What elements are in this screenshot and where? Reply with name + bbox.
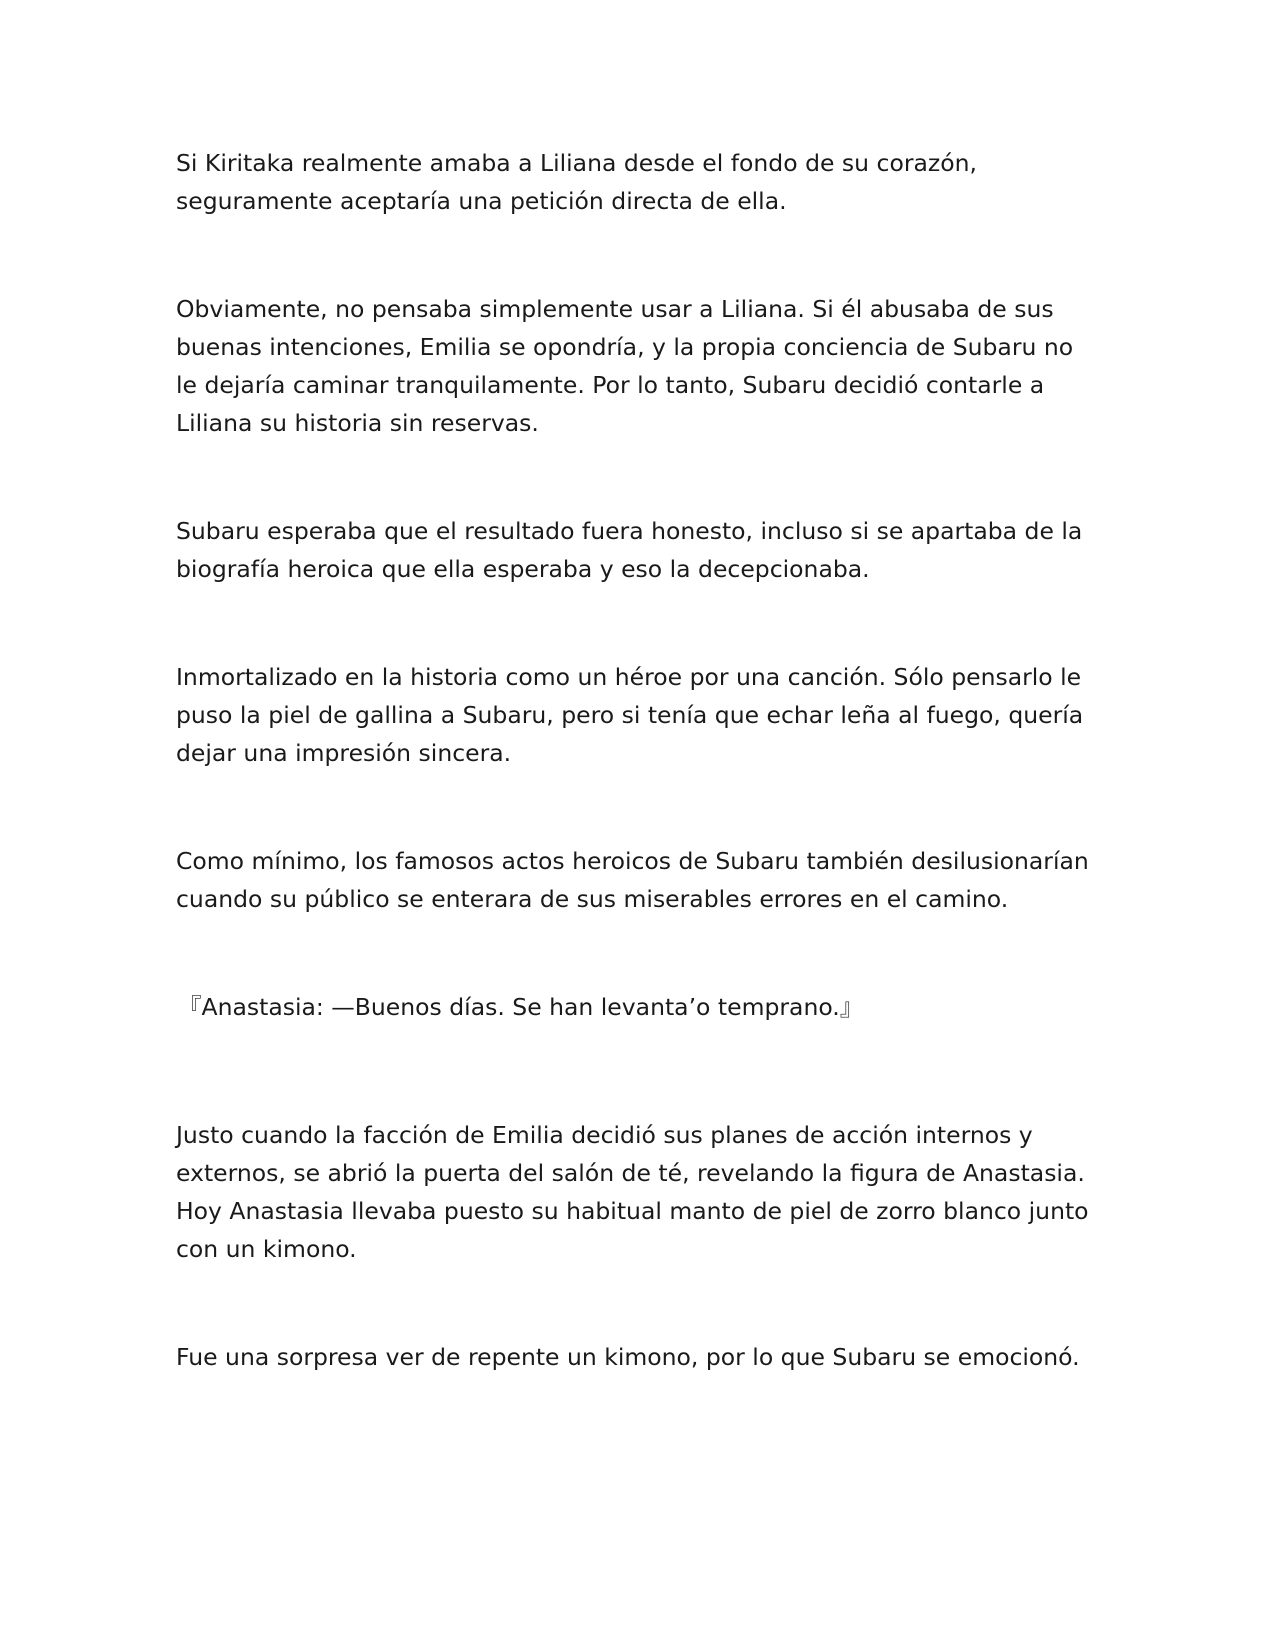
dialogue-line (178, 988, 1098, 1026)
text-line: externos, se abrió la puerta del salón de té, revelando la figura de Anastasia. (176, 1159, 1085, 1187)
text-line: seguramente aceptaría una petición directa de ella. (176, 187, 787, 215)
paragraph-2 (176, 290, 1096, 442)
text-line: con un kimono. (176, 1235, 357, 1263)
paragraph-3 (176, 512, 1096, 588)
text-line: Como mínimo, los famosos actos heroicos de Subaru también desilusionarían (176, 847, 1089, 875)
text-line: Justo cuando la facción de Emilia decidió sus planes de acción internos y (176, 1121, 1033, 1149)
text-line: dejar una impresión sincera. (176, 739, 512, 767)
text-line: Fue una sorpresa ver de repente un kimono, por lo que Subaru se emocionó. (176, 1343, 1080, 1371)
text-line: Subaru esperaba que el resultado fuera honesto, incluso si se apartaba de la (176, 517, 1083, 545)
text-line: Obviamente, no pensaba simplemente usar a Liliana. Si él abusaba de sus (176, 295, 1054, 323)
text-line: buenas intenciones, Emilia se opondría, y la propia conciencia de Subaru no (176, 333, 1074, 361)
paragraph-7 (176, 1116, 1096, 1268)
text-line: cuando su público se enterara de sus miserables errores en el camino. (176, 885, 1009, 913)
paragraph-8 (176, 1338, 1096, 1376)
paragraph-5 (176, 842, 1096, 918)
text-line: Hoy Anastasia llevaba puesto su habitual manto de piel de zorro blanco junto (176, 1197, 1089, 1225)
text-line: le dejaría caminar tranquilamente. Por lo tanto, Subaru decidió contarle a (176, 371, 1045, 399)
text-line: biografía heroica que ella esperaba y eso la decepcionaba. (176, 555, 870, 583)
paragraph-4 (176, 658, 1096, 772)
text-line: Liliana su historia sin reservas. (176, 409, 539, 437)
text-line: 『Anastasia: —Buenos días. Se han levanta’o temprano.』 (178, 993, 864, 1021)
text-line: Si Kiritaka realmente amaba a Liliana desde el fondo de su corazón, (176, 149, 977, 177)
paragraph-1 (176, 144, 1096, 220)
text-line: Inmortalizado en la historia como un héroe por una canción. Sólo pensarlo le (176, 663, 1082, 691)
text-line: puso la piel de gallina a Subaru, pero si tenía que echar leña al fuego, quería (176, 701, 1084, 729)
